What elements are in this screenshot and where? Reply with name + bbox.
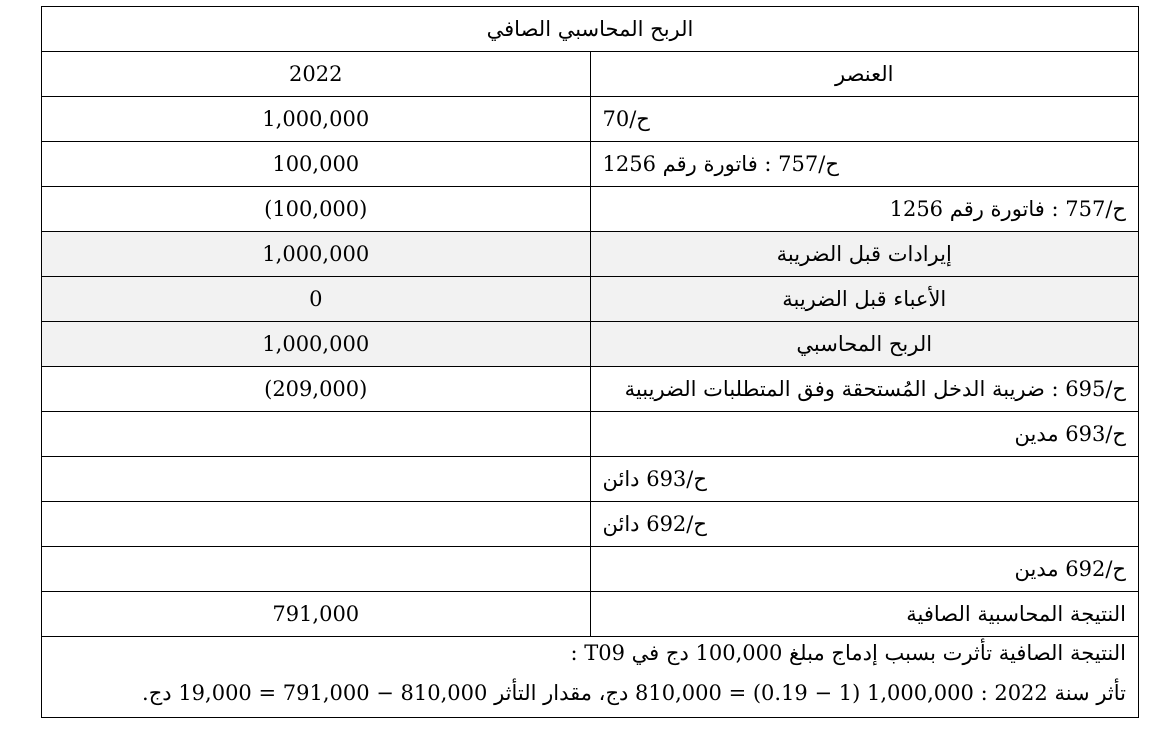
table-row: [42, 277, 1139, 322]
table-row: [42, 502, 1139, 547]
note-row: [42, 637, 1139, 718]
row-value: 791,000: [42, 592, 591, 637]
note-cell: [42, 637, 1139, 718]
table-title: الربح المحاسبي الصافي: [42, 7, 1139, 52]
net-accounting-profit-table: [41, 6, 1139, 718]
header-item: العنصر: [590, 52, 1139, 97]
row-label: ح/757 : فاتورة رقم 1256: [590, 187, 1139, 232]
table-row: [42, 547, 1139, 592]
table-row: [42, 412, 1139, 457]
row-value: [42, 457, 591, 502]
note-line-2: تأثر سنة 2022 : 1,000,000 (1 − 0.19) = 810,000 دج، مقدار التأثر 810,000 − 791,000 = 19,000 دج.: [142, 681, 1126, 705]
row-label: ح/695 : ضريبة الدخل المُستحقة وفق المتطلبات الضريبية: [590, 367, 1139, 412]
table-row: [42, 97, 1139, 142]
header-row: [42, 52, 1139, 97]
row-label: ح/757 : فاتورة رقم 1256: [590, 142, 1139, 187]
table-row: [42, 142, 1139, 187]
row-label: الربح المحاسبي: [590, 322, 1139, 367]
row-value: (100,000): [42, 187, 591, 232]
table-row: [42, 592, 1139, 637]
row-value: 1,000,000: [42, 322, 591, 367]
row-label: ح/692 مدين: [590, 547, 1139, 592]
row-label: إيرادات قبل الضريبة: [590, 232, 1139, 277]
table-row: [42, 187, 1139, 232]
row-label: ح/693 دائن: [590, 457, 1139, 502]
table-row: [42, 457, 1139, 502]
row-value: 100,000: [42, 142, 591, 187]
row-value: [42, 547, 591, 592]
row-label: ح/692 دائن: [590, 502, 1139, 547]
title-row: [42, 7, 1139, 52]
row-label: ح/693 مدين: [590, 412, 1139, 457]
row-label: ح/70: [590, 97, 1139, 142]
table-row: [42, 232, 1139, 277]
table-row: [42, 322, 1139, 367]
row-value: [42, 412, 591, 457]
row-value: (209,000): [42, 367, 591, 412]
row-value: 1,000,000: [42, 232, 591, 277]
row-value: 1,000,000: [42, 97, 591, 142]
note-line-1: النتيجة الصافية تأثرت بسبب إدماج مبلغ 100,000 دج في T09 :: [570, 641, 1126, 665]
header-year: 2022: [42, 52, 591, 97]
row-value: 0: [42, 277, 591, 322]
row-value: [42, 502, 591, 547]
row-label: النتيجة المحاسبية الصافية: [590, 592, 1139, 637]
row-label: الأعباء قبل الضريبة: [590, 277, 1139, 322]
table-row: [42, 367, 1139, 412]
